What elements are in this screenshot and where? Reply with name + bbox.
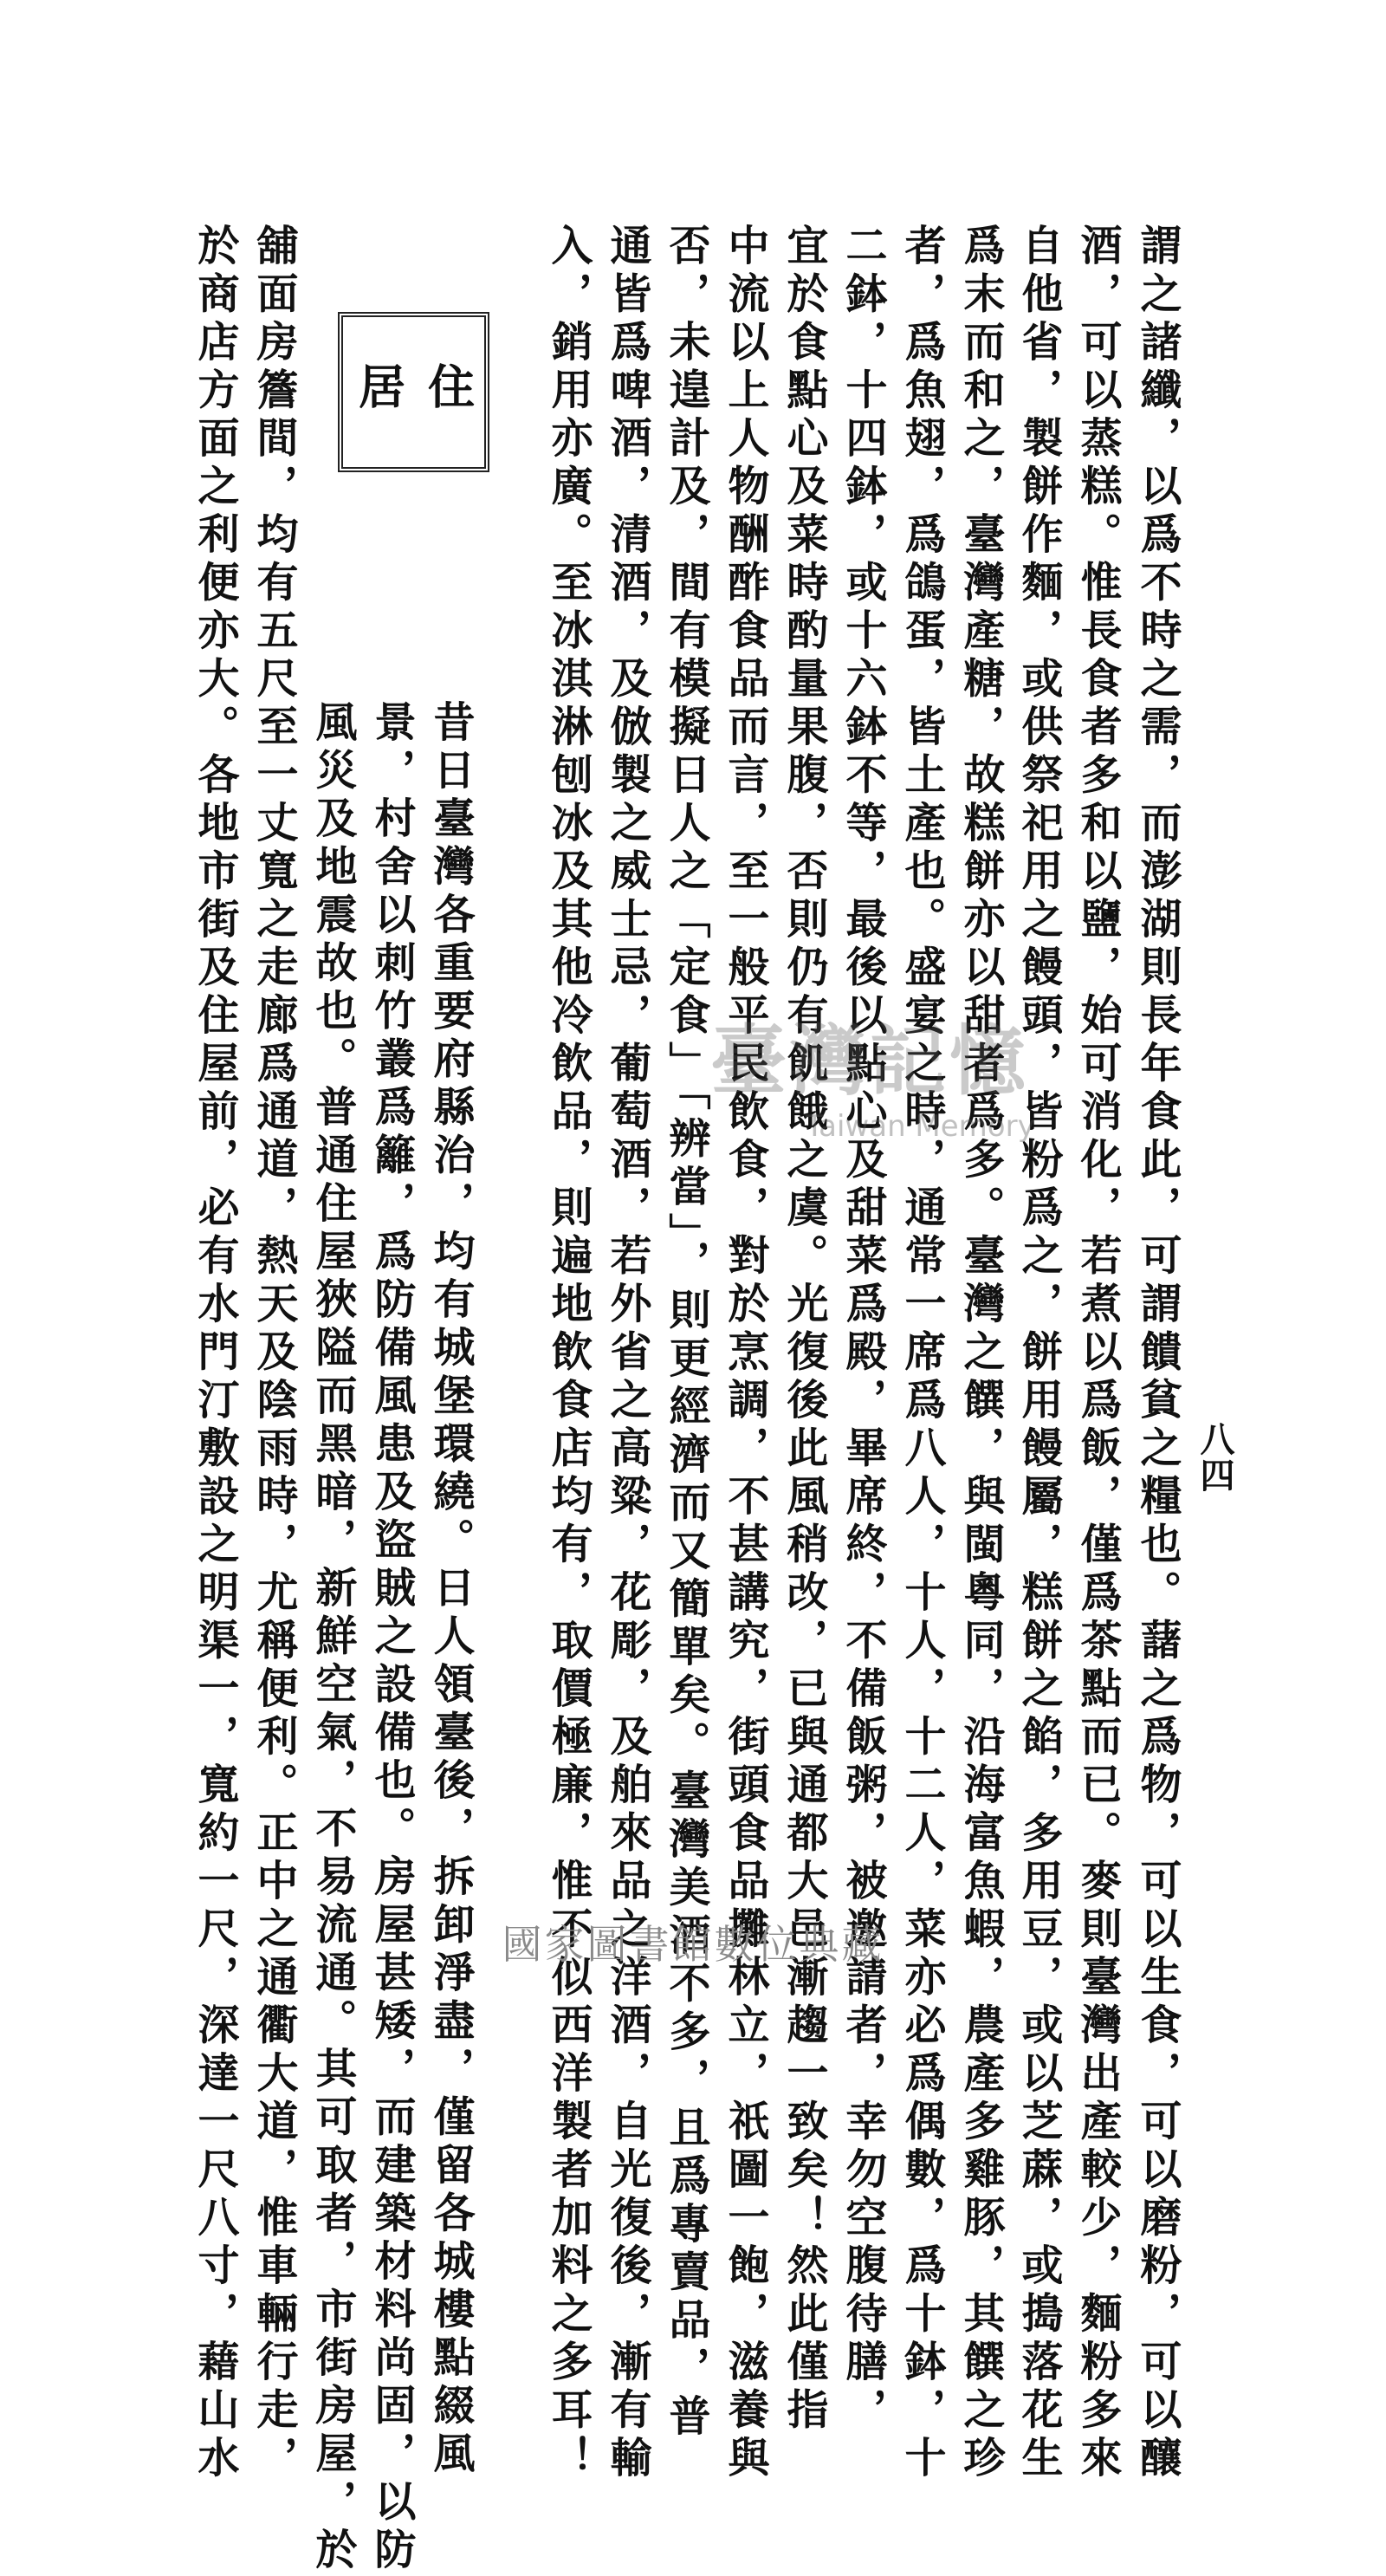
watermark-logo: 臺灣記憶 <box>710 1015 1030 1106</box>
text-column: 酒，可以蒸糕。惟長食者多和以鹽，始可消化，若煮以爲飯，僅爲茶點而已。麥則臺灣出產較少，麵粉多來 <box>1073 224 1122 2484</box>
section-title-char-2: 居 <box>351 361 407 423</box>
text-column: 通皆爲啤酒，清酒，及倣製之威士忌，葡萄酒，若外省之高粱，花彫，及舶來品之洋酒，自光復後，漸有輸 <box>603 224 651 2484</box>
text-column: 昔日臺灣各重要府縣治，均有城堡環繞。日人領臺後，拆卸淨盡，僅留各城樓點綴風 <box>426 700 475 2480</box>
text-column: 自他省，製餅作麵，或供祭祀用之饅頭，皆粉爲之，餅用饅屬，糕餅之餡，多用豆，或以芝蔴，或搗落花生 <box>1014 224 1063 2484</box>
page-number: 八四 <box>1195 1421 1235 1494</box>
text-column: 否，未遑計及，間有模擬日人之「定食」「辨當」，則更經濟而又簡單矣。臺灣美酒不多，且爲專賣品，普 <box>662 224 710 2443</box>
text-column: 者，爲魚翅，爲鴿蛋，皆土產也。盛宴之時，通常一席爲八人，十人，十二人，菜亦必爲偶數，爲十鉢，十 <box>897 224 946 2484</box>
text-column: 舖面房簷間，均有五尺至一丈寬之走廊爲通道，熱天及陰雨時，尤稱便利。正中之通衢大道，惟車輛行走， <box>249 224 298 2484</box>
section-title-char-1: 住 <box>420 361 476 423</box>
text-column: 風災及地震故也。普通住屋狹隘而黑暗，新鮮空氣，不易流通。其可取者，市街房屋，於 <box>308 700 357 2576</box>
section-heading-box <box>338 312 489 472</box>
archive-footer: 國家圖書館數位典藏 <box>502 1921 884 1968</box>
text-column: 二鉢，十四鉢，或十六鉢不等，最後以點心及甜菜爲殿，畢席終，不備飯粥，被邀請者，幸勿空腹待膳， <box>839 224 887 2436</box>
text-column: 謂之諸纖，以爲不時之需，而澎湖則長年食此，可謂饋貧之糧也。藷之爲物，可以生食，可以磨粉，可以釀 <box>1133 224 1182 2484</box>
text-column: 入，銷用亦廣。至冰淇淋刨冰及其他冷飲品，則遍地飲食店均有，取價極廉，惟不似西洋製者加料之多耳！ <box>544 224 593 2484</box>
text-column: 爲末而和之，臺灣產糖，故糕餅亦以甜者爲多。臺灣之饌，與閩粵同，沿海富魚蝦，農產多雞豚，其饌之珍 <box>956 224 1005 2484</box>
text-column: 景，村舍以刺竹叢爲籬，爲防備風患及盜賊之設備也。房屋甚矮，而建築材料尚固，以防 <box>367 700 416 2576</box>
watermark-subtitle: Taiwan Memory <box>806 1109 1035 1144</box>
text-column: 中流以上人物酬酢食品而言，至一般平民飲食，對於烹調，不甚講究，街頭食品攤林立，祇圖一飽，滋養與 <box>721 224 769 2484</box>
text-column: 於商店方面之利便亦大。各地市街及住屋前，必有水門汀敷設之明渠一，寬約一尺，深達一尺八寸，藉山水 <box>191 224 239 2484</box>
text-column: 宜於食點心及菜時酌量果腹，否則仍有飢餓之虞。光復後此風稍改，已與通都大邑漸趨一致矣！然此僅指 <box>780 224 828 2436</box>
